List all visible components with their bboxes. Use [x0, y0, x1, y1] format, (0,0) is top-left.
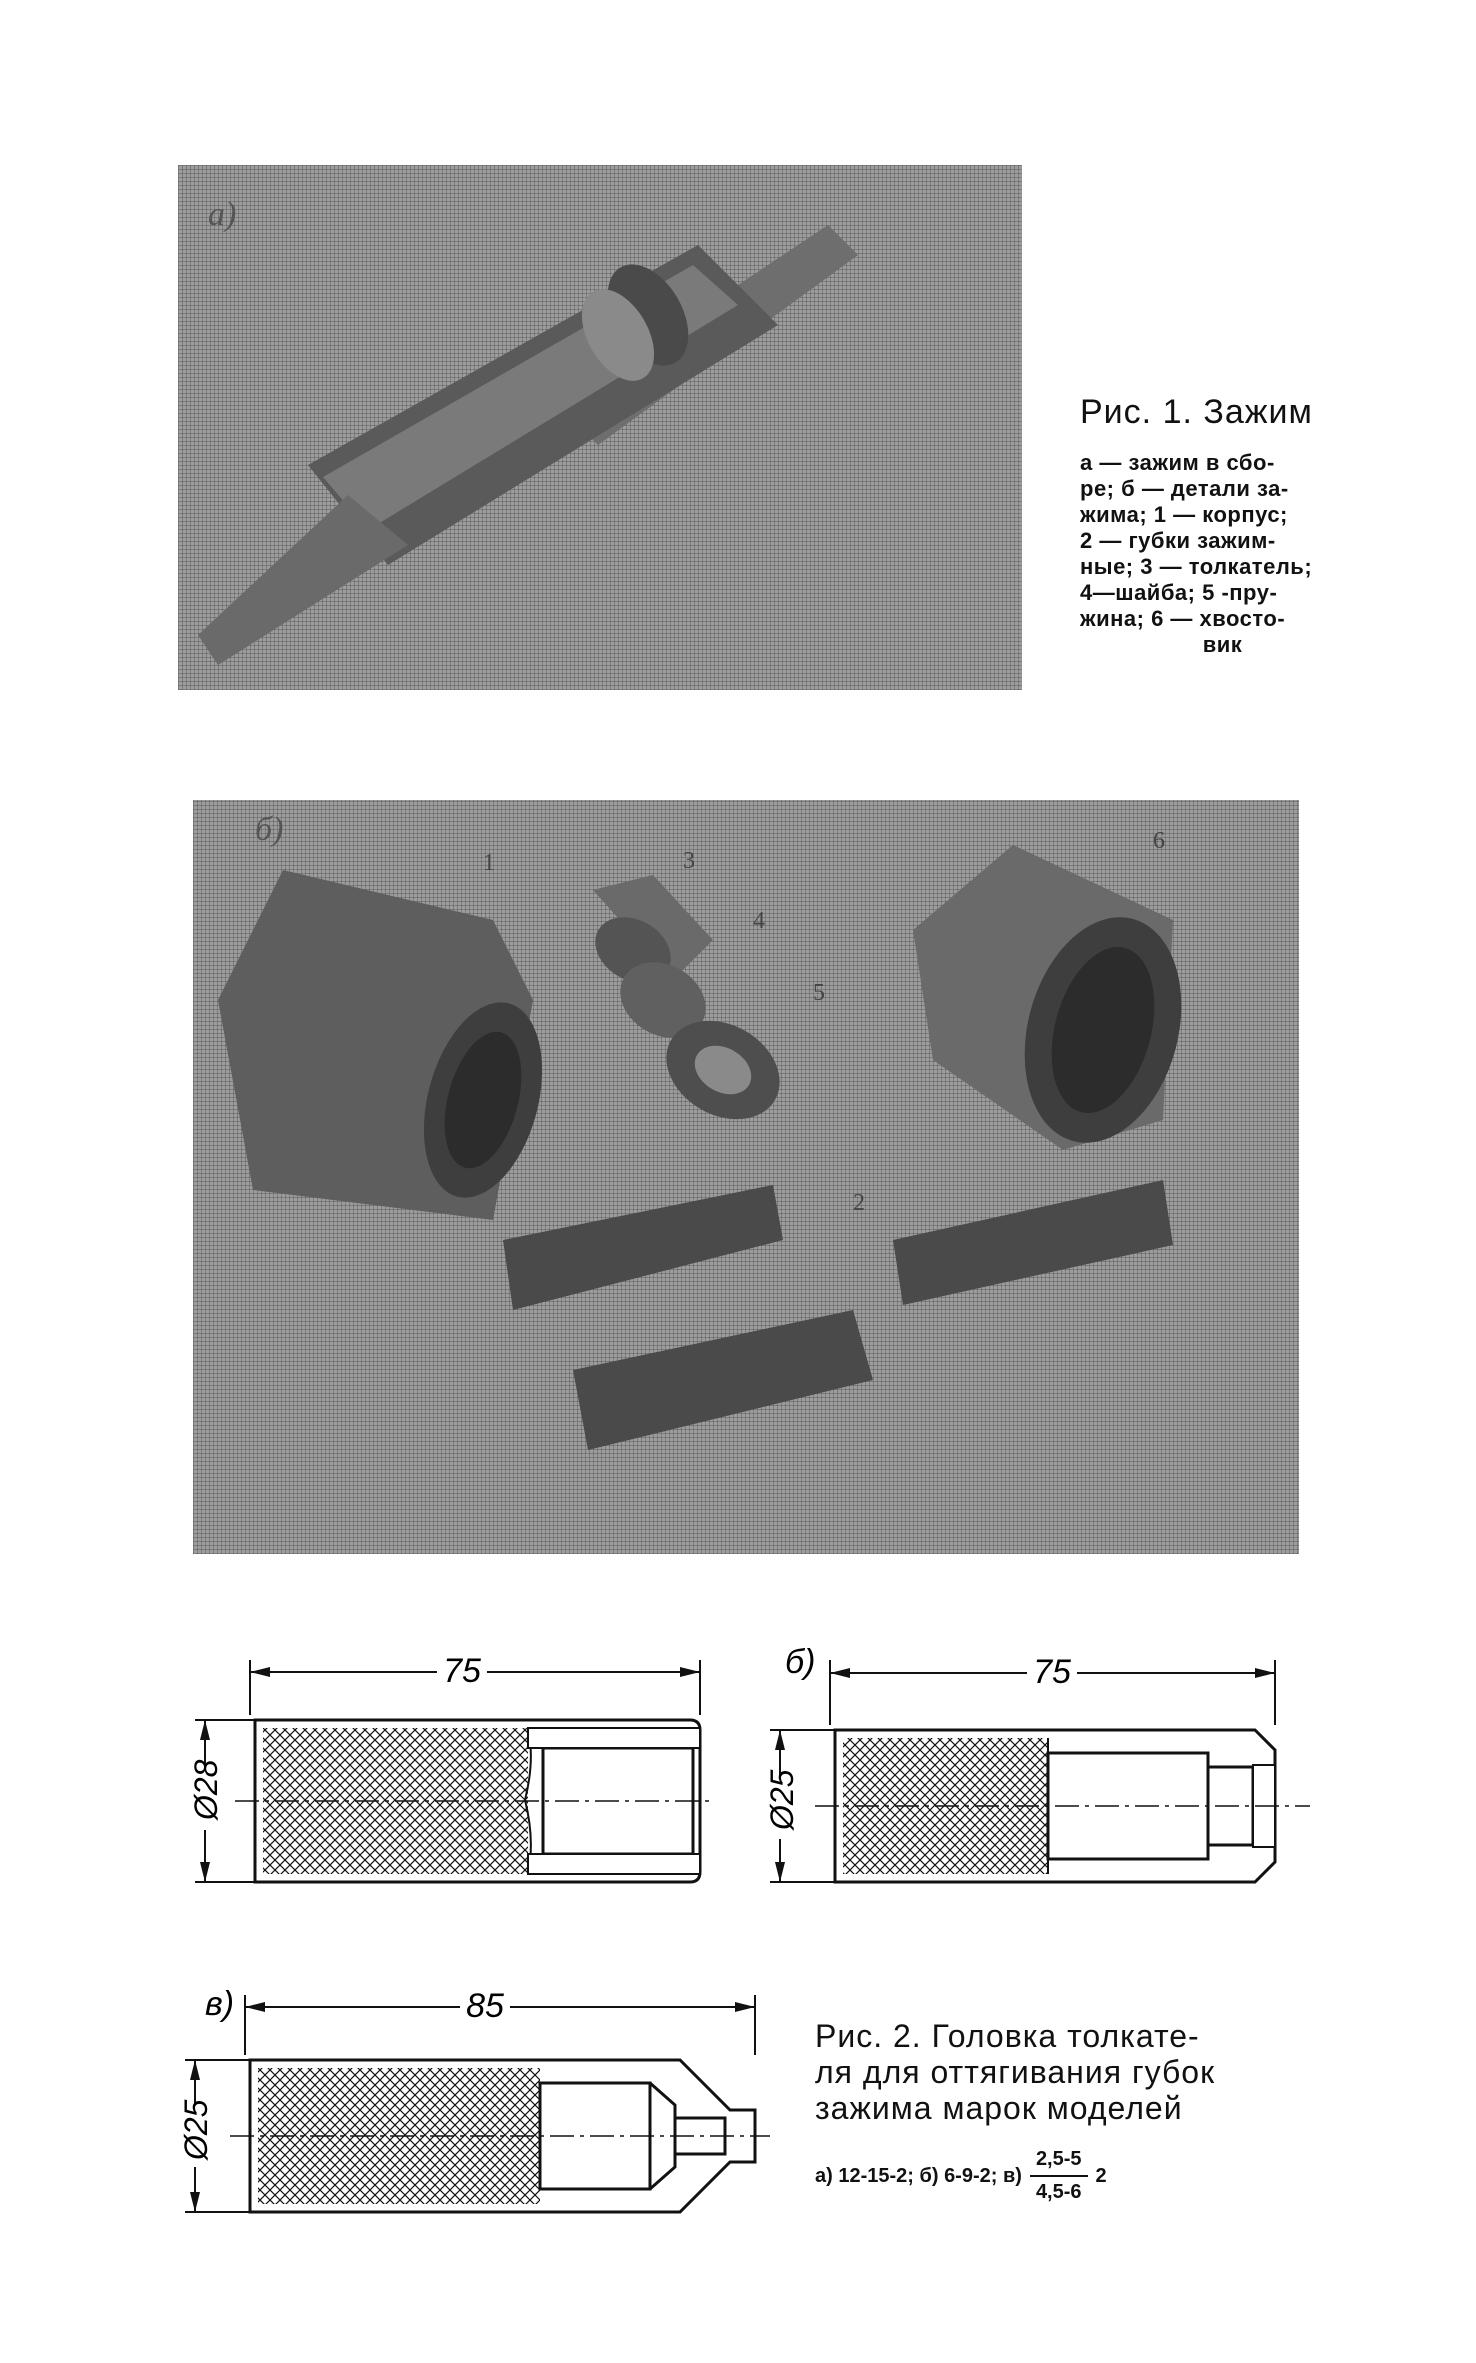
- legend-line: 2 — губки зажим-: [1080, 528, 1276, 553]
- photo-clamp-assembled: [178, 165, 1022, 690]
- drawing-label: б): [785, 1643, 816, 1681]
- fraction-numerator: 2,5-5: [1030, 2148, 1088, 2177]
- part-body: [218, 870, 562, 1220]
- legend-line: жина; 6 — хвосто-: [1080, 606, 1286, 631]
- variants-text: а) 12-15-2; б) 6-9-2; в): [815, 2164, 1022, 2187]
- drawing-variant-b: [765, 1635, 1315, 1910]
- dimension-length: 75: [1033, 1653, 1071, 1691]
- photo-clamp-parts: [193, 800, 1299, 1554]
- part-number: 4: [753, 908, 765, 934]
- title-line: Рис. 2. Головка толкате-: [815, 2018, 1200, 2054]
- drawing-variant-a: [175, 1640, 735, 1910]
- part-jaw: [503, 1185, 783, 1310]
- part-number: 6: [1153, 828, 1165, 854]
- legend-line: ные; 3 — толкатель;: [1080, 554, 1313, 579]
- fraction-suffix: 2: [1095, 2164, 1107, 2187]
- figure1-legend: [1080, 450, 1365, 658]
- clamp-lower-tail: [198, 495, 408, 665]
- figure1-title: Рис. 1. Зажим: [1080, 393, 1313, 431]
- figure2-title: [815, 2018, 1285, 2126]
- part-tail-ring: [913, 845, 1205, 1160]
- legend-line: 4—шайба; 5 -пру-: [1080, 580, 1278, 605]
- fraction-denominator: 4,5-6: [1035, 2181, 1082, 2203]
- dimension-diameter: Ø25: [765, 1769, 800, 1830]
- part-jaw: [573, 1310, 873, 1450]
- dimension-length: 75: [443, 1652, 481, 1690]
- legend-line: а — зажим в сбо-: [1080, 450, 1275, 475]
- drawing-label: в): [205, 1985, 235, 2023]
- figure1-caption: [1080, 393, 1365, 658]
- part-number: 5: [813, 980, 825, 1006]
- drawing-variant-c: [175, 1975, 775, 2235]
- legend-line: вик: [1202, 632, 1243, 657]
- photo-b-label: б): [255, 811, 284, 848]
- legend-line: ре; б — детали за-: [1080, 476, 1289, 501]
- title-line: ля для оттягивания губок: [815, 2054, 1216, 2090]
- part-number: 3: [683, 848, 695, 874]
- figure2-variants: [815, 2148, 1285, 2204]
- title-line: зажима марок моделей: [815, 2090, 1183, 2126]
- fraction: [1030, 2148, 1088, 2204]
- legend-line: жима; 1 — корпус;: [1080, 502, 1288, 527]
- part-pusher: [583, 875, 797, 1139]
- part-number: 2: [853, 1190, 865, 1216]
- figure2-caption: [815, 2018, 1285, 2204]
- dimension-diameter: Ø28: [188, 1759, 224, 1820]
- photo-a-label: а): [208, 196, 237, 233]
- dimension-length: 85: [466, 1987, 504, 2025]
- part-number: 1: [483, 850, 495, 876]
- dimension-diameter: Ø25: [178, 2099, 214, 2160]
- part-jaw: [893, 1180, 1173, 1305]
